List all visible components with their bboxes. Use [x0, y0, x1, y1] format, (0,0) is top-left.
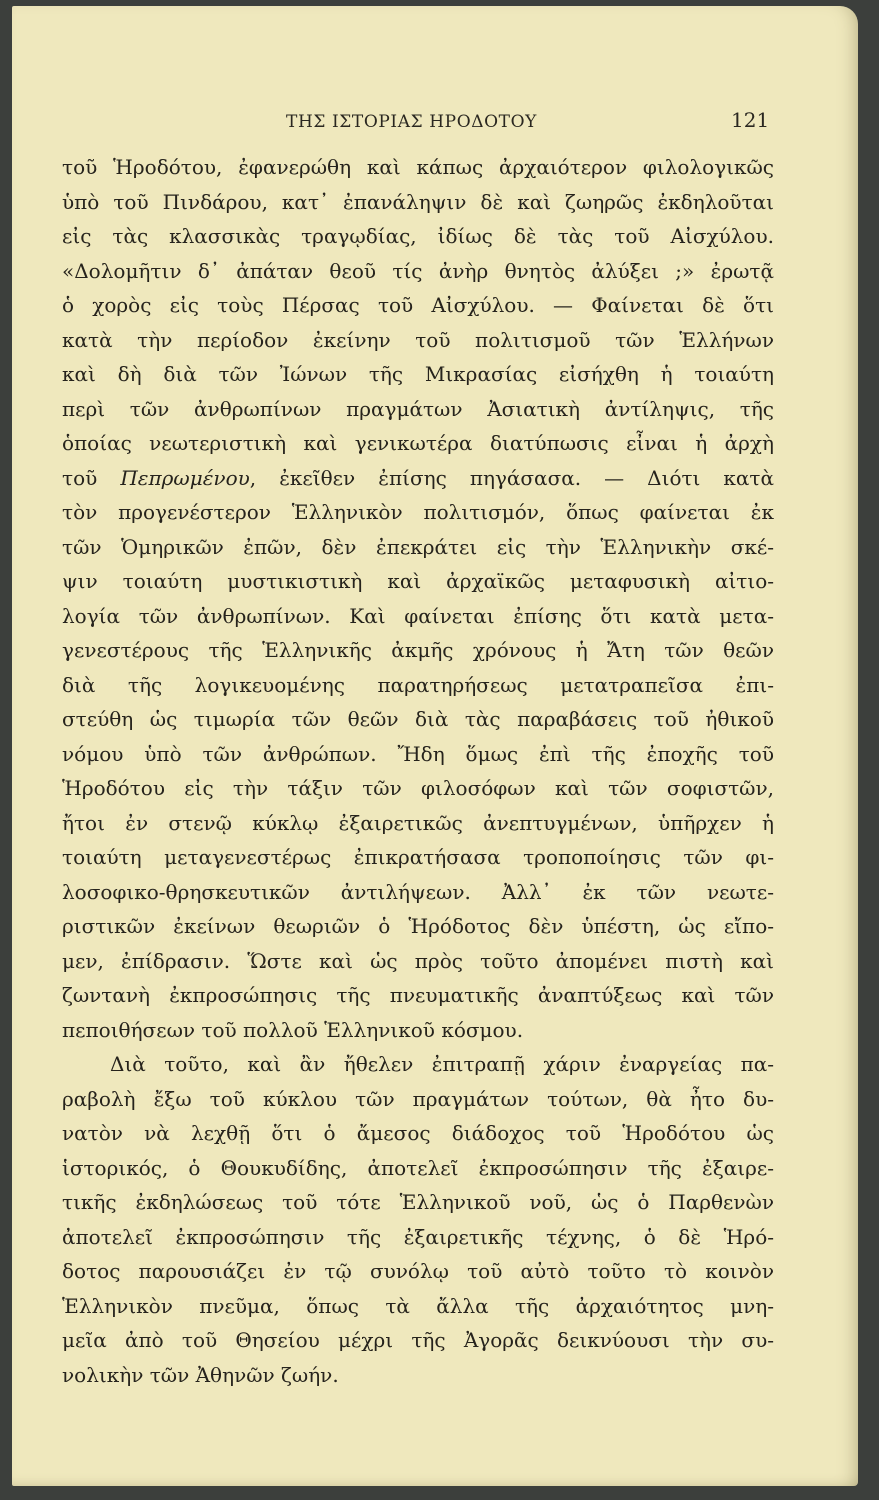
text-line: στεύθη ὡς τιμωρία τῶν θεῶν διὰ τὰς παραβάσεις τοῦ ἠθικοῦ — [62, 707, 774, 731]
emphasized-term: Πεπρωμένου — [120, 465, 250, 490]
text-line: Διὰ τοῦτο, καὶ ἂν ἤθελεν ἐπιτραπῇ χάριν ἐναργείας πα- — [110, 1052, 774, 1076]
page-header — [0, 104, 879, 138]
text-line: λογία τῶν ἀνθρωπίνων. Καὶ φαίνεται ἐπίσης ὅτι κατὰ μετα- — [62, 603, 774, 628]
text-line: νόμου ὑπὸ τῶν ἀνθρώπων. Ἤδη ὅμως ἐπὶ τῆς ἐποχῆς τοῦ — [62, 741, 774, 766]
text-line: ὑπὸ τοῦ Πινδάρου, κατ᾽ ἐπανάληψιν δὲ καὶ ζωηρῶς ἐκδηλοῦται — [62, 189, 774, 214]
text-line: «Δολομῆτιν δ᾽ ἀπάταν θεοῦ τίς ἀνὴρ θνητὸς ἀλύξει ;» ἐρωτᾷ — [62, 258, 774, 283]
text-line: καὶ δὴ διὰ τῶν Ἰώνων τῆς Μικρασίας εἰσήχθη ἡ τοιαύτη — [62, 362, 774, 386]
text-line: δοτος παρουσιάζει ἐν τῷ συνόλῳ τοῦ αὐτὸ τοῦτο τὸ κοινὸν — [62, 1259, 774, 1283]
text-line: γενεστέρους τῆς Ἑλληνικῆς ἀκμῆς χρόνους ἡ Ἄτη τῶν θεῶν — [62, 638, 774, 662]
text-line: τοιαύτη μεταγενεστέρως ἐπικρατήσασα τροποποίησις τῶν φι- — [62, 845, 774, 869]
text-line: ἤτοι ἐν στενῷ κύκλῳ ἐξαιρετικῶς ἀνεπτυγμένων, ὑπῆρχεν ἡ — [62, 810, 774, 835]
page-number: 121 — [731, 108, 770, 132]
text-line: τοῦ Ἡροδότου, ἐφανερώθη καὶ κάπως ἀρχαιότερον φιλολογικῶς — [62, 155, 774, 179]
text-line: ραβολὴ ἔξω τοῦ κύκλου τῶν πραγμάτων τούτων, θὰ ἦτο δυ- — [62, 1086, 774, 1111]
text-line: ἱστορικός, ὁ Θουκυδίδης, ἀποτελεῖ ἐκπροσώπησιν τῆς ἐξαιρε- — [62, 1155, 774, 1180]
paragraph — [62, 150, 774, 1047]
text-line: ὁ χορὸς εἰς τοὺς Πέρσας τοῦ Αἰσχύλου. — Φαίνεται δὲ ὅτι — [62, 293, 774, 317]
text-line: ἀποτελεῖ ἐκπροσώπησιν τῆς ἐξαιρετικῆς τέχνης, ὁ δὲ Ἡρό- — [62, 1224, 774, 1249]
running-title: ΤΗΣ ΙΣΤΟΡΙΑΣ ΗΡΟΔΟΤΟΥ — [286, 112, 537, 132]
text-line: τῶν Ὁμηρικῶν ἐπῶν, δὲν ἐπεκράτει εἰς τὴν Ἑλληνικὴν σκέ- — [62, 534, 774, 559]
line-text: τοῦ — [62, 465, 121, 490]
text-line: Ἡροδότου εἰς τὴν τάξιν τῶν φιλοσόφων καὶ τῶν σοφιστῶν, — [62, 776, 774, 800]
text-line — [62, 461, 774, 496]
text-line: πεποιθήσεων τοῦ πολλοῦ Ἑλληνικοῦ κόσμου. — [62, 1017, 524, 1042]
text-line: διὰ τῆς λογικευομένης παρατηρήσεως μετατραπεῖσα ἐπι- — [62, 672, 774, 697]
text-line: ὁποίας νεωτεριστικὴ καὶ γενικωτέρα διατύπωσις εἶναι ἡ ἀρχὴ — [62, 431, 774, 455]
text-line: μεῖα ἀπὸ τοῦ Θησείου μέχρι τῆς Ἀγορᾶς δεικνύουσι τὴν συ- — [62, 1328, 774, 1352]
text-line: κατὰ τὴν περίοδον ἐκείνην τοῦ πολιτισμοῦ τῶν Ἑλλήνων — [62, 327, 774, 352]
text-line: εἰς τὰς κλασσικὰς τραγῳδίας, ἰδίως δὲ τὰς τοῦ Αἰσχύλου. — [62, 224, 774, 248]
text-line: νολικὴν τῶν Ἀθηνῶν ζωήν. — [62, 1362, 339, 1387]
body-text — [62, 150, 774, 1392]
text-line: τικῆς ἐκδηλώσεως τοῦ τότε Ἑλληνικοῦ νοῦ, ὡς ὁ Παρθενὼν — [62, 1190, 774, 1214]
text-line: ζωντανὴ ἐκπροσώπησις τῆς πνευματικῆς ἀναπτύξεως καὶ τῶν — [62, 983, 774, 1007]
text-line: Ἑλληνικὸν πνεῦμα, ὅπως τὰ ἄλλα τῆς ἀρχαιότητος μνη- — [62, 1293, 774, 1318]
line-text: , ἐκεῖθεν ἐπίσης πηγάσασα. — Διότι κατὰ — [249, 465, 774, 490]
text-line: τὸν προγενέστερον Ἑλληνικὸν πολιτισμόν, ὅπως φαίνεται ἐκ — [62, 500, 774, 524]
text-line: ψιν τοιαύτη μυστικιστικὴ καὶ ἀρχαϊκῶς μεταφυσικὴ αἰτιο- — [62, 569, 774, 593]
text-line: περὶ τῶν ἀνθρωπίνων πραγμάτων Ἀσιατικὴ ἀντίληψις, τῆς — [62, 396, 774, 421]
text-line: ριστικῶν ἐκείνων θεωριῶν ὁ Ἡρόδοτος δὲν ὑπέστη, ὡς εἴπο- — [62, 914, 774, 938]
paragraph — [62, 1047, 774, 1392]
text-line: μεν, ἐπίδρασιν. Ὥστε καὶ ὡς πρὸς τοῦτο ἀπομένει πιστὴ καὶ — [62, 948, 774, 973]
text-line: λοσοφικο-θρησκευτικῶν ἀντιλήψεων. Ἀλλ᾽ ἐκ τῶν νεωτε- — [62, 879, 774, 904]
text-line: νατὸν νὰ λεχθῇ ὅτι ὁ ἄμεσος διάδοχος τοῦ Ἡροδότου ὡς — [62, 1121, 774, 1145]
